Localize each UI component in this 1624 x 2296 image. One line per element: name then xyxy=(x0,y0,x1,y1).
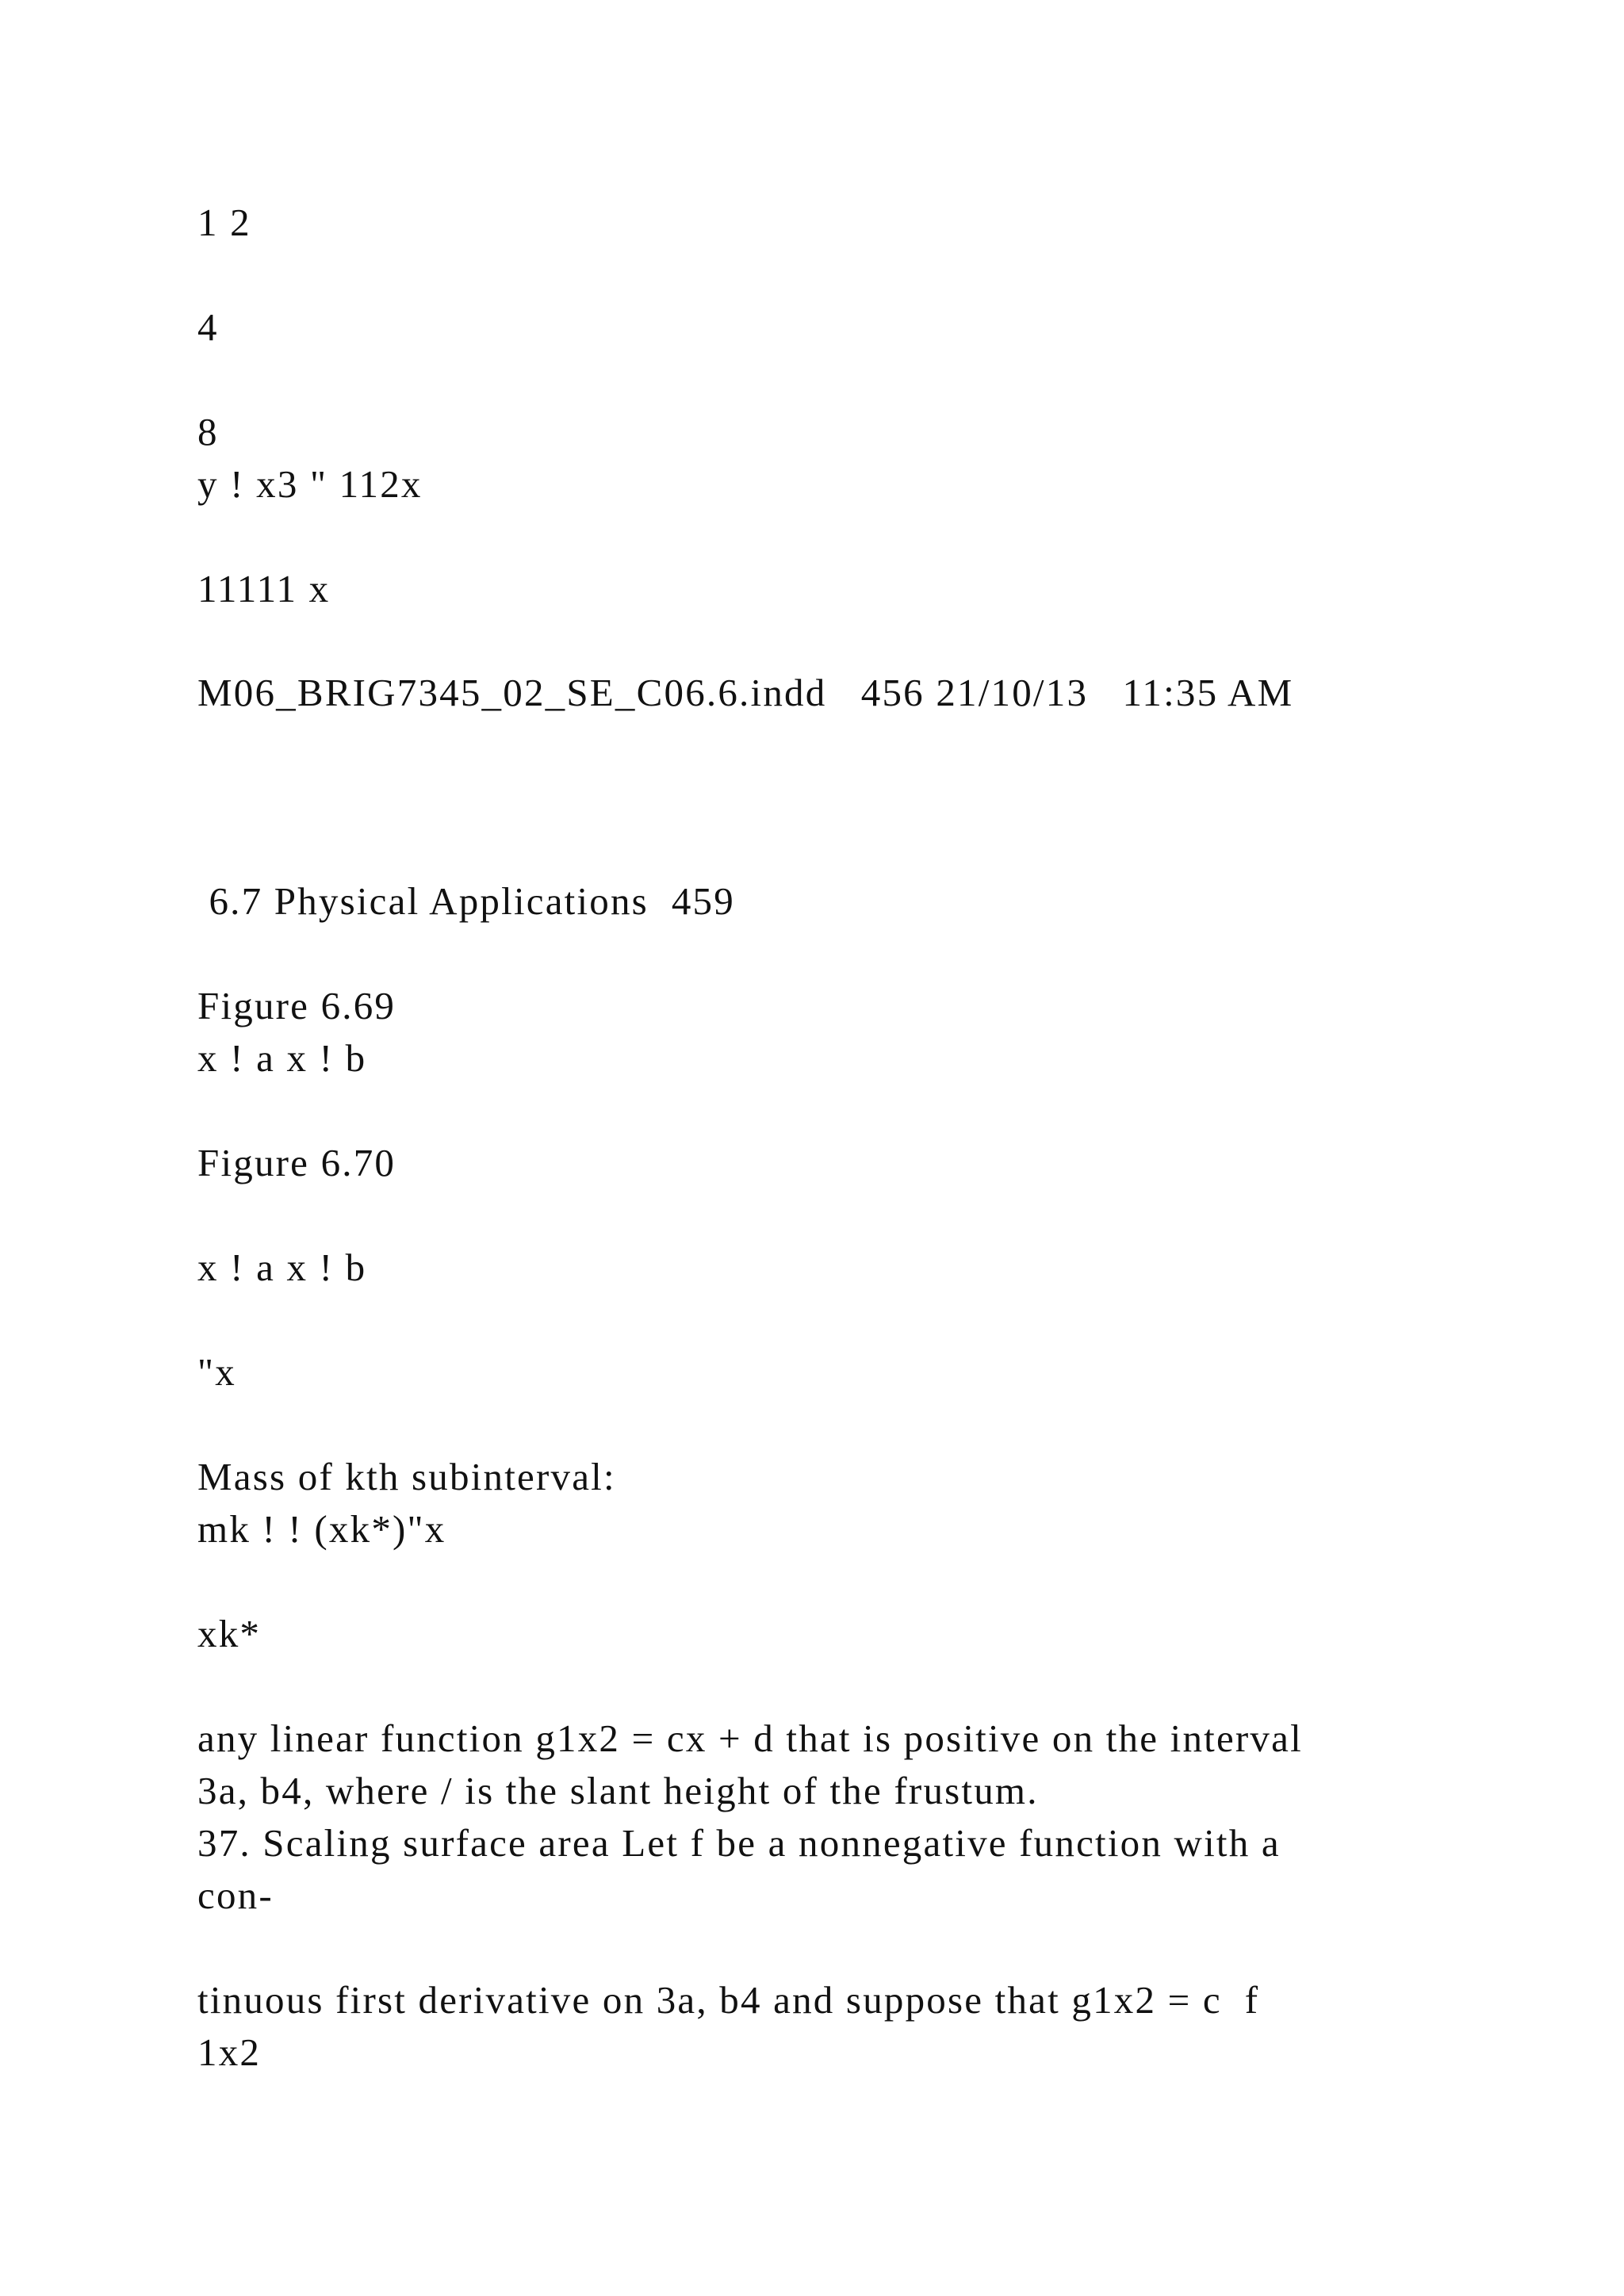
text-line: 8 xyxy=(197,410,219,453)
text-line: y ! x3 " 112x xyxy=(197,462,423,506)
text-line: 4 xyxy=(197,305,219,349)
figure-label: Figure 6.69 xyxy=(197,984,396,1027)
section-header: 6.7 Physical Applications 459 xyxy=(197,879,735,923)
text-line: xk* xyxy=(197,1612,262,1655)
paragraph-line: con- xyxy=(197,1873,274,1917)
paragraph-line: tinuous first derivative on 3a, b4 and suppose that g1x2 = c f xyxy=(197,1978,1260,2022)
text-line: 11111 x xyxy=(197,567,331,610)
text-line: Mass of kth subinterval: xyxy=(197,1455,616,1498)
text-line: 1 2 xyxy=(197,201,251,244)
text-line: "x xyxy=(197,1350,236,1394)
text-line: x ! a x ! b xyxy=(197,1036,367,1080)
paragraph-line: 1x2 xyxy=(197,2030,262,2074)
file-footer: M06_BRIG7345_02_SE_C06.6.indd 456 21/10/13 11:35 AM xyxy=(197,671,1294,714)
figure-label: Figure 6.70 xyxy=(197,1141,396,1184)
text-line: x ! a x ! b xyxy=(197,1246,367,1289)
paragraph-line: 3a, b4, where / is the slant height of the frustum. xyxy=(197,1769,1039,1812)
exercise-line: 37. Scaling surface area Let f be a nonnegative function with a xyxy=(197,1821,1281,1865)
paragraph-line: any linear function g1x2 = cx + d that is positive on the interval xyxy=(197,1716,1303,1760)
text-line: mk ! ! (xk*)"x xyxy=(197,1507,446,1551)
